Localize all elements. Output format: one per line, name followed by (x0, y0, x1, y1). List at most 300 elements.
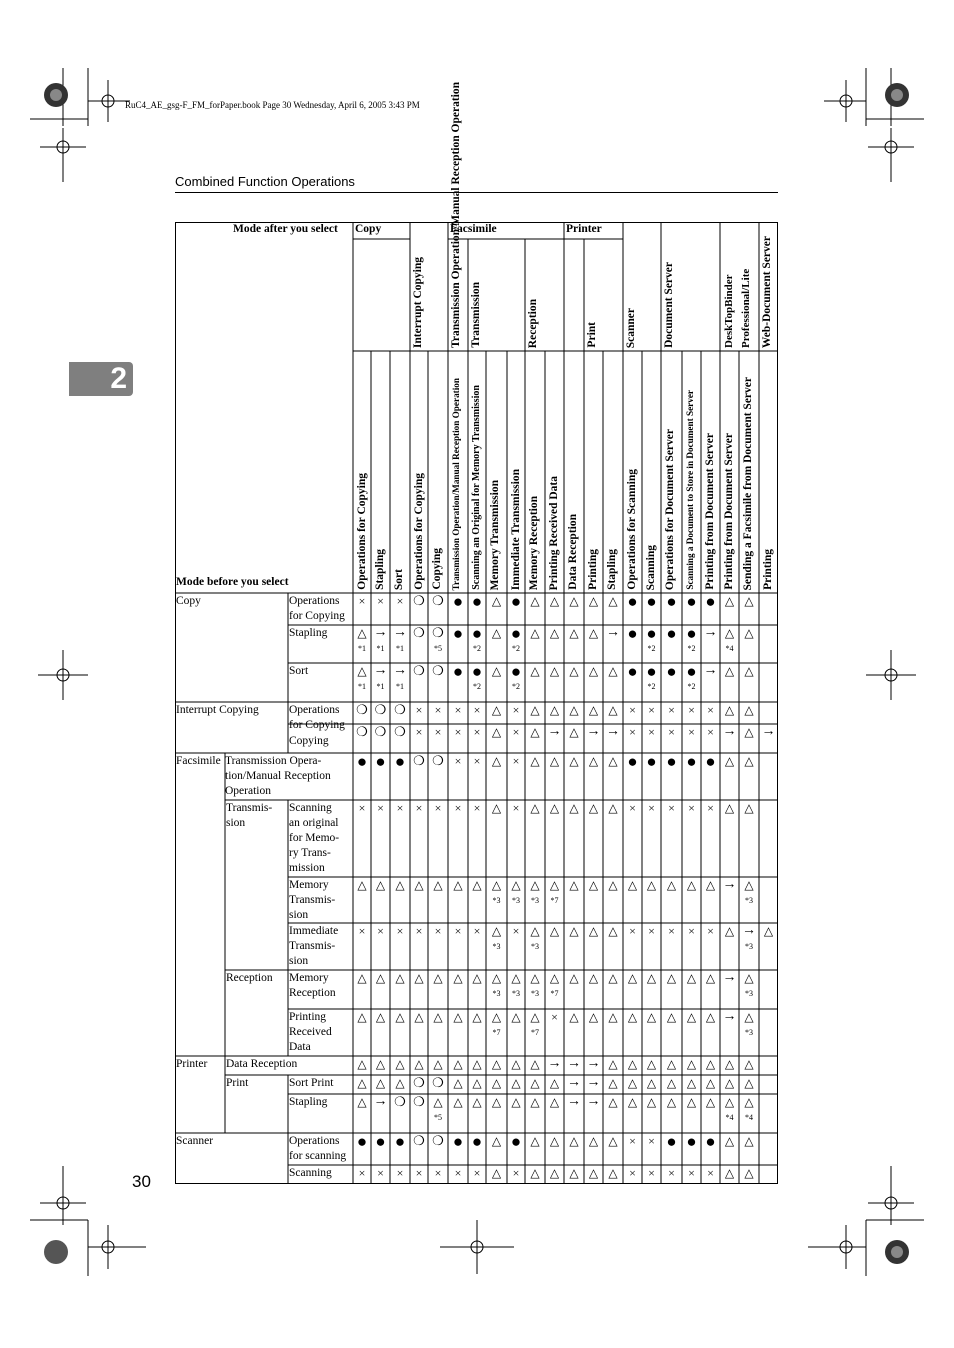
cell-mark-t: △ (491, 1010, 502, 1024)
cell-mark-x: × (551, 1010, 558, 1024)
cell-mark-t: △ (627, 1095, 638, 1109)
row-label-fax-scan-orig-line: ry Trans- (289, 847, 331, 859)
cell-mark-t: △ (744, 754, 754, 768)
row-label-fax-trans-op-line: Operation (225, 785, 271, 797)
cell-mark-c: ● (375, 1132, 386, 1151)
cell-mark-t: △ (472, 1057, 482, 1071)
cell-mark-t: △ (511, 1095, 521, 1109)
cell-mark-x: × (396, 594, 404, 608)
cell-mark-c: ● (705, 592, 716, 611)
cell-footnote: *3 (492, 896, 501, 905)
row-label-prn-print (226, 1076, 288, 1091)
cell-mark-t: △ (569, 1010, 579, 1024)
cell-mark-x: × (415, 1166, 423, 1180)
cell-mark-t: △ (705, 1095, 716, 1109)
cell-mark-t: △ (646, 878, 657, 892)
cell-mark-t: △ (744, 971, 754, 985)
cell-mark-t: △ (511, 971, 521, 985)
cell-mark-t: △ (530, 1076, 540, 1090)
cell-mark-t: △ (549, 754, 560, 768)
cell-mark-o: ❍ (432, 753, 444, 768)
row-label-fax-imm-trans-line: Immediate (289, 925, 339, 937)
cell-mark-x: × (454, 801, 462, 815)
cell-mark-t: △ (357, 664, 367, 678)
column-header: Printing Received Data (548, 475, 560, 590)
row-label-int-ops-line: Operations (289, 704, 340, 716)
cell-mark-t: △ (608, 1166, 618, 1180)
subgroup-desktopbinder: DeskTopBinder Professional/Lite (723, 268, 752, 348)
cell-mark-x: × (648, 703, 655, 717)
cell-footnote: *4 (745, 1113, 753, 1122)
row-label-scn-ops (289, 1134, 353, 1164)
cell-mark-x: × (415, 725, 423, 739)
cell-mark-t: △ (491, 1076, 502, 1090)
group-printer: Printer (566, 223, 602, 235)
row-label-copy-ops-line: for Copying (289, 610, 345, 622)
subgroup-reception: Reception (527, 298, 539, 348)
row-label-printer-text: Printer (176, 1058, 208, 1070)
cell-mark-t: △ (724, 703, 735, 717)
cell-footnote: *7 (531, 1028, 539, 1037)
cell-mark-t: △ (491, 971, 502, 985)
cell-mark-x: × (434, 801, 442, 815)
cell-mark-t: △ (491, 1134, 502, 1148)
column-header: Transmission Operation/Manual Reception Operation (451, 377, 461, 590)
cell-mark-t: △ (646, 1010, 657, 1024)
cell-mark-t: △ (588, 703, 599, 717)
cell-footnote: *3 (492, 989, 501, 998)
cell-footnote: *7 (550, 989, 559, 998)
cell-mark-o: ❍ (413, 753, 425, 768)
cell-mark-a: → (393, 625, 407, 640)
cell-mark-t: △ (530, 594, 540, 608)
row-label-int-ops-line: for Copying (289, 719, 345, 731)
cell-mark-x: × (668, 725, 675, 739)
cell-mark-t: △ (511, 1057, 521, 1071)
cell-mark-x: × (377, 924, 384, 938)
row-label-fax-scan-orig-line: mission (289, 862, 325, 874)
cell-mark-t: △ (414, 878, 424, 892)
cell-mark-c: ● (471, 662, 483, 681)
cell-mark-t: △ (472, 971, 482, 985)
cell-mark-a: → (547, 1056, 562, 1071)
cell-mark-a: → (393, 663, 407, 678)
cell-mark-x: × (377, 1166, 384, 1180)
cell-mark-c: ● (627, 662, 638, 681)
row-label-fax-trans-op (225, 754, 353, 799)
cell-mark-c: ● (627, 592, 638, 611)
subgroup-interrupt-copying: Interrupt Copying (412, 256, 424, 348)
cell-footnote: *1 (396, 644, 404, 653)
cell-mark-x: × (512, 801, 520, 815)
cell-mark-t: △ (569, 1166, 579, 1180)
row-label-fax-transmission (226, 801, 288, 831)
cell-mark-t: △ (588, 971, 599, 985)
column-header: Operations for Document Server (664, 428, 676, 590)
cell-mark-x: × (629, 801, 636, 815)
cell-mark-t: △ (453, 1076, 463, 1090)
cell-mark-a: → (373, 625, 388, 640)
cell-mark-t: △ (588, 1010, 599, 1024)
cell-mark-x: × (473, 1166, 481, 1180)
cell-footnote: *2 (512, 644, 520, 653)
row-label-int-copying (289, 734, 353, 749)
cell-mark-x: × (629, 725, 636, 739)
cell-mark-t: △ (453, 1010, 463, 1024)
cell-mark-c: ● (686, 624, 697, 643)
column-header: Memory Reception (528, 495, 540, 590)
cell-mark-x: × (377, 801, 384, 815)
row-label-fax-mem-rec-line: Memory (289, 972, 329, 984)
cell-mark-x: × (358, 594, 366, 608)
cell-mark-t: △ (646, 1076, 657, 1090)
cell-mark-t: △ (763, 924, 774, 938)
cell-mark-o: ❍ (432, 625, 444, 640)
cell-mark-c: ● (686, 1132, 697, 1151)
cell-mark-c: ● (510, 592, 522, 611)
cell-mark-t: △ (608, 971, 618, 985)
header-rule (175, 192, 778, 193)
cell-mark-t: △ (569, 801, 579, 815)
cell-mark-t: △ (627, 1010, 638, 1024)
cell-mark-t: △ (491, 664, 502, 678)
cell-mark-c: ● (510, 624, 522, 643)
cell-mark-x: × (512, 725, 520, 739)
row-label-scanner-text: Scanner (176, 1135, 214, 1147)
cell-mark-a: → (722, 724, 737, 739)
column-header: Printing (587, 549, 599, 590)
page-number: 30 (132, 1172, 151, 1191)
cell-mark-t: △ (433, 1095, 443, 1109)
cell-mark-t: △ (724, 1076, 735, 1090)
cell-mark-t: △ (744, 703, 754, 717)
cell-mark-x: × (707, 703, 714, 717)
row-label-copy-sort-text: Sort (289, 665, 309, 677)
cell-mark-t: △ (705, 1076, 716, 1090)
cell-mark-o: ❍ (432, 593, 444, 608)
cell-mark-o: ❍ (413, 1094, 425, 1109)
cell-mark-t: △ (491, 626, 502, 640)
cell-mark-t: △ (433, 1057, 443, 1071)
cell-mark-t: △ (414, 1057, 424, 1071)
subgroup-document-server: Document Server (663, 262, 675, 348)
row-label-fax-scan-orig-line: for Memo- (289, 832, 340, 844)
cell-mark-t: △ (724, 1057, 735, 1071)
cell-mark-x: × (473, 924, 481, 938)
cell-footnote: *7 (550, 896, 559, 905)
cell-mark-t: △ (491, 594, 502, 608)
cell-mark-x: × (629, 1134, 636, 1148)
cell-mark-t: △ (491, 703, 502, 717)
cell-mark-x: × (668, 924, 675, 938)
column-header: Printing from Document Server (723, 433, 735, 590)
row-label-scn-ops-line: Operations (289, 1135, 340, 1147)
cell-mark-t: △ (472, 878, 482, 892)
cell-mark-x: × (629, 1166, 636, 1180)
column-header: Memory Transmission (489, 479, 501, 590)
cell-mark-t: △ (530, 1166, 540, 1180)
cell-mark-o: ❍ (413, 1133, 425, 1148)
cell-footnote: *5 (434, 644, 442, 653)
subgroup-scanner: Scanner (625, 307, 637, 348)
cell-footnote: *1 (358, 644, 366, 653)
cell-mark-c: ● (356, 1132, 368, 1151)
cell-mark-t: △ (588, 1166, 599, 1180)
cell-mark-t: △ (608, 801, 618, 815)
cell-mark-x: × (473, 801, 481, 815)
row-label-scn-scanning (289, 1166, 353, 1181)
row-label-copy-ops (289, 594, 353, 624)
cell-mark-t: △ (705, 1010, 716, 1024)
group-facsimile: Facsimile (450, 223, 497, 235)
corner-before: Mode before you select (176, 576, 289, 588)
cell-footnote: *2 (473, 682, 481, 691)
cell-mark-x: × (707, 1166, 714, 1180)
file-info: RuC4_AE_gsg-F_FM_forPaper.book Page 30 Wednesday, April 6, 2005 3:43 PM (125, 100, 420, 110)
column-header: Scanning (645, 544, 657, 590)
cell-mark-x: × (473, 754, 481, 768)
row-label-copy-sort (289, 664, 353, 679)
cell-mark-x: × (396, 924, 404, 938)
cell-mark-t: △ (357, 1095, 367, 1109)
column-header: Printing (762, 549, 774, 590)
cell-mark-t: △ (744, 594, 754, 608)
cell-mark-c: ● (452, 592, 464, 611)
column-header: Stapling (374, 549, 386, 590)
cell-mark-c: ● (646, 662, 657, 681)
cell-footnote: *2 (647, 682, 656, 691)
cell-mark-x: × (434, 1166, 442, 1180)
cell-footnote: *5 (434, 1113, 442, 1122)
cell-mark-x: × (668, 1166, 675, 1180)
cell-mark-t: △ (666, 878, 677, 892)
cell-mark-t: △ (491, 878, 502, 892)
row-label-fax-scan-orig-line: an original (289, 817, 339, 829)
cell-mark-a: → (722, 970, 737, 985)
column-header: Sort (393, 568, 405, 590)
cell-footnote: *4 (725, 644, 734, 653)
cell-mark-c: ● (686, 752, 697, 771)
cell-mark-t: △ (724, 801, 735, 815)
row-label-copy-text: Copy (176, 595, 201, 607)
cell-mark-x: × (688, 1166, 695, 1180)
cell-mark-t: △ (686, 1076, 697, 1090)
cell-mark-c: ● (510, 1132, 522, 1151)
cell-mark-t: △ (357, 1057, 367, 1071)
cell-mark-x: × (648, 924, 655, 938)
cell-mark-x: × (434, 924, 442, 938)
cell-mark-x: × (396, 1166, 404, 1180)
row-label-fax-imm-trans-line: Transmis- (289, 940, 336, 952)
cell-mark-c: ● (666, 1132, 677, 1151)
cell-mark-x: × (629, 703, 636, 717)
cell-mark-t: △ (569, 664, 579, 678)
column-header: Data Reception (567, 514, 579, 590)
row-label-fax-mem-trans (289, 878, 353, 923)
cell-mark-t: △ (433, 1010, 443, 1024)
cell-mark-t: △ (744, 1076, 754, 1090)
cell-mark-c: ● (686, 662, 697, 681)
cell-mark-t: △ (433, 878, 443, 892)
cell-mark-c: ● (686, 592, 697, 611)
cell-mark-t: △ (453, 971, 463, 985)
cell-mark-c: ● (666, 624, 677, 643)
cell-mark-t: △ (491, 1166, 502, 1180)
cell-mark-t: △ (433, 971, 443, 985)
cell-mark-t: △ (549, 664, 560, 678)
cell-mark-t: △ (530, 924, 540, 938)
cell-mark-t: △ (646, 971, 657, 985)
cell-mark-t: △ (375, 1057, 386, 1071)
cell-mark-t: △ (530, 664, 540, 678)
cell-mark-t: △ (608, 664, 618, 678)
row-label-fax-reception-text: Reception (226, 972, 273, 984)
cell-mark-a: → (586, 1094, 601, 1109)
row-label-scn-scanning-text: Scanning (289, 1167, 332, 1179)
subgroup-web-document-server: Web-Document Server (761, 235, 773, 348)
cell-mark-a: → (703, 663, 718, 678)
row-label-int-copying-text: Copying (289, 735, 329, 747)
cell-mark-t: △ (724, 664, 735, 678)
cell-mark-t: △ (357, 971, 367, 985)
row-label-fax-mem-trans-line: sion (289, 909, 309, 921)
cell-mark-t: △ (608, 878, 618, 892)
cell-mark-x: × (707, 924, 714, 938)
cell-mark-o: ❍ (413, 663, 425, 678)
cell-mark-o: ❍ (374, 724, 387, 739)
cell-mark-x: × (688, 703, 695, 717)
cell-mark-t: △ (491, 1095, 502, 1109)
column-header: Scanning an Original for Memory Transmission (471, 385, 482, 590)
row-label-scn-ops-line: for scanning (289, 1150, 347, 1162)
cell-mark-x: × (688, 801, 695, 815)
cell-footnote: *2 (687, 682, 696, 691)
cell-mark-t: △ (569, 725, 579, 739)
cell-mark-t: △ (375, 1010, 386, 1024)
cell-mark-x: × (434, 703, 442, 717)
subgroup-transmission: Transmission (470, 282, 482, 348)
cell-mark-o: ❍ (356, 702, 368, 717)
cell-mark-t: △ (549, 878, 560, 892)
cell-mark-t: △ (491, 1057, 502, 1071)
column-header: Operations for Copying (356, 473, 368, 590)
row-label-prn-sort-print-text: Sort Print (289, 1077, 334, 1089)
cell-mark-a: → (761, 724, 776, 739)
row-label-fax-scan-orig-line: Scanning (289, 802, 332, 814)
cell-mark-x: × (358, 1166, 366, 1180)
cell-mark-x: × (668, 703, 675, 717)
cell-mark-t: △ (375, 878, 386, 892)
cell-mark-t: △ (744, 1057, 754, 1071)
column-header: Stapling (606, 549, 618, 590)
column-header: Copying (431, 548, 443, 590)
row-label-prn-stapling-text: Stapling (289, 1096, 328, 1108)
cell-mark-t: △ (744, 1095, 754, 1109)
cell-mark-c: ● (375, 752, 386, 771)
column-header: Scanning a Document to Store in Document Server (685, 390, 695, 590)
cell-mark-t: △ (395, 971, 405, 985)
cell-footnote: *2 (473, 644, 481, 653)
cell-mark-x: × (512, 703, 520, 717)
cell-mark-t: △ (724, 754, 735, 768)
cell-mark-x: × (629, 924, 636, 938)
cell-mark-t: △ (549, 1076, 560, 1090)
cell-mark-o: ❍ (356, 724, 368, 739)
cell-mark-t: △ (744, 725, 754, 739)
cell-mark-x: × (648, 725, 655, 739)
cell-mark-o: ❍ (394, 724, 406, 739)
cell-mark-x: × (377, 594, 384, 608)
cell-mark-t: △ (549, 1134, 560, 1148)
cell-mark-t: △ (569, 924, 579, 938)
group-copy: Copy (355, 223, 382, 235)
cell-mark-c: ● (666, 752, 677, 771)
cell-mark-t: △ (744, 1010, 754, 1024)
cell-mark-x: × (396, 801, 404, 815)
cell-mark-t: △ (705, 1057, 716, 1071)
cell-mark-c: ● (471, 592, 483, 611)
cell-mark-t: △ (549, 971, 560, 985)
cell-mark-t: △ (569, 703, 579, 717)
cell-mark-t: △ (569, 1134, 579, 1148)
cell-mark-c: ● (452, 1132, 464, 1151)
cell-footnote: *3 (531, 989, 539, 998)
row-label-fax-print-rec-line: Printing (289, 1011, 327, 1023)
cell-mark-x: × (434, 725, 442, 739)
cell-mark-a: → (586, 724, 601, 739)
cell-footnote: *3 (745, 1028, 753, 1037)
cell-mark-o: ❍ (432, 663, 444, 678)
cell-mark-t: △ (511, 878, 521, 892)
cell-mark-a: → (606, 625, 620, 640)
column-header: Sending a Facsimile from Document Server (742, 376, 754, 590)
row-label-fax-print-rec-line: Data (289, 1041, 311, 1053)
cell-mark-t: △ (627, 1057, 638, 1071)
cell-mark-t: △ (588, 664, 599, 678)
cell-mark-t: △ (491, 754, 502, 768)
cell-mark-o: ❍ (432, 1075, 444, 1090)
cell-mark-a: → (742, 923, 756, 938)
row-label-fax-imm-trans-line: sion (289, 955, 309, 967)
row-label-interrupt-text: Interrupt Copying (176, 704, 259, 716)
cell-mark-t: △ (744, 801, 754, 815)
cell-mark-t: △ (666, 1095, 677, 1109)
cell-mark-t: △ (588, 801, 599, 815)
cell-mark-t: △ (357, 626, 367, 640)
subgroup-print: Print (586, 322, 598, 348)
row-label-prn-data-rec (226, 1057, 352, 1072)
cell-mark-c: ● (666, 662, 677, 681)
row-label-int-ops (289, 703, 353, 733)
cell-footnote: *3 (745, 989, 753, 998)
cell-mark-c: ● (394, 752, 406, 771)
cell-mark-t: △ (686, 1095, 697, 1109)
cell-mark-t: △ (608, 1057, 618, 1071)
cell-mark-a: → (586, 1056, 601, 1071)
cell-mark-t: △ (705, 878, 716, 892)
cell-mark-t: △ (724, 924, 735, 938)
cell-mark-c: ● (666, 592, 677, 611)
cell-mark-c: ● (646, 624, 657, 643)
cell-mark-x: × (668, 801, 675, 815)
cell-mark-t: △ (414, 1010, 424, 1024)
cell-mark-x: × (358, 801, 366, 815)
cell-mark-a: → (722, 877, 737, 892)
cell-mark-t: △ (549, 626, 560, 640)
row-label-fax-mem-rec-line: Reception (289, 987, 336, 999)
row-label-fax-trans-op-line: Transmission Opera- (225, 755, 322, 767)
cell-mark-t: △ (569, 754, 579, 768)
